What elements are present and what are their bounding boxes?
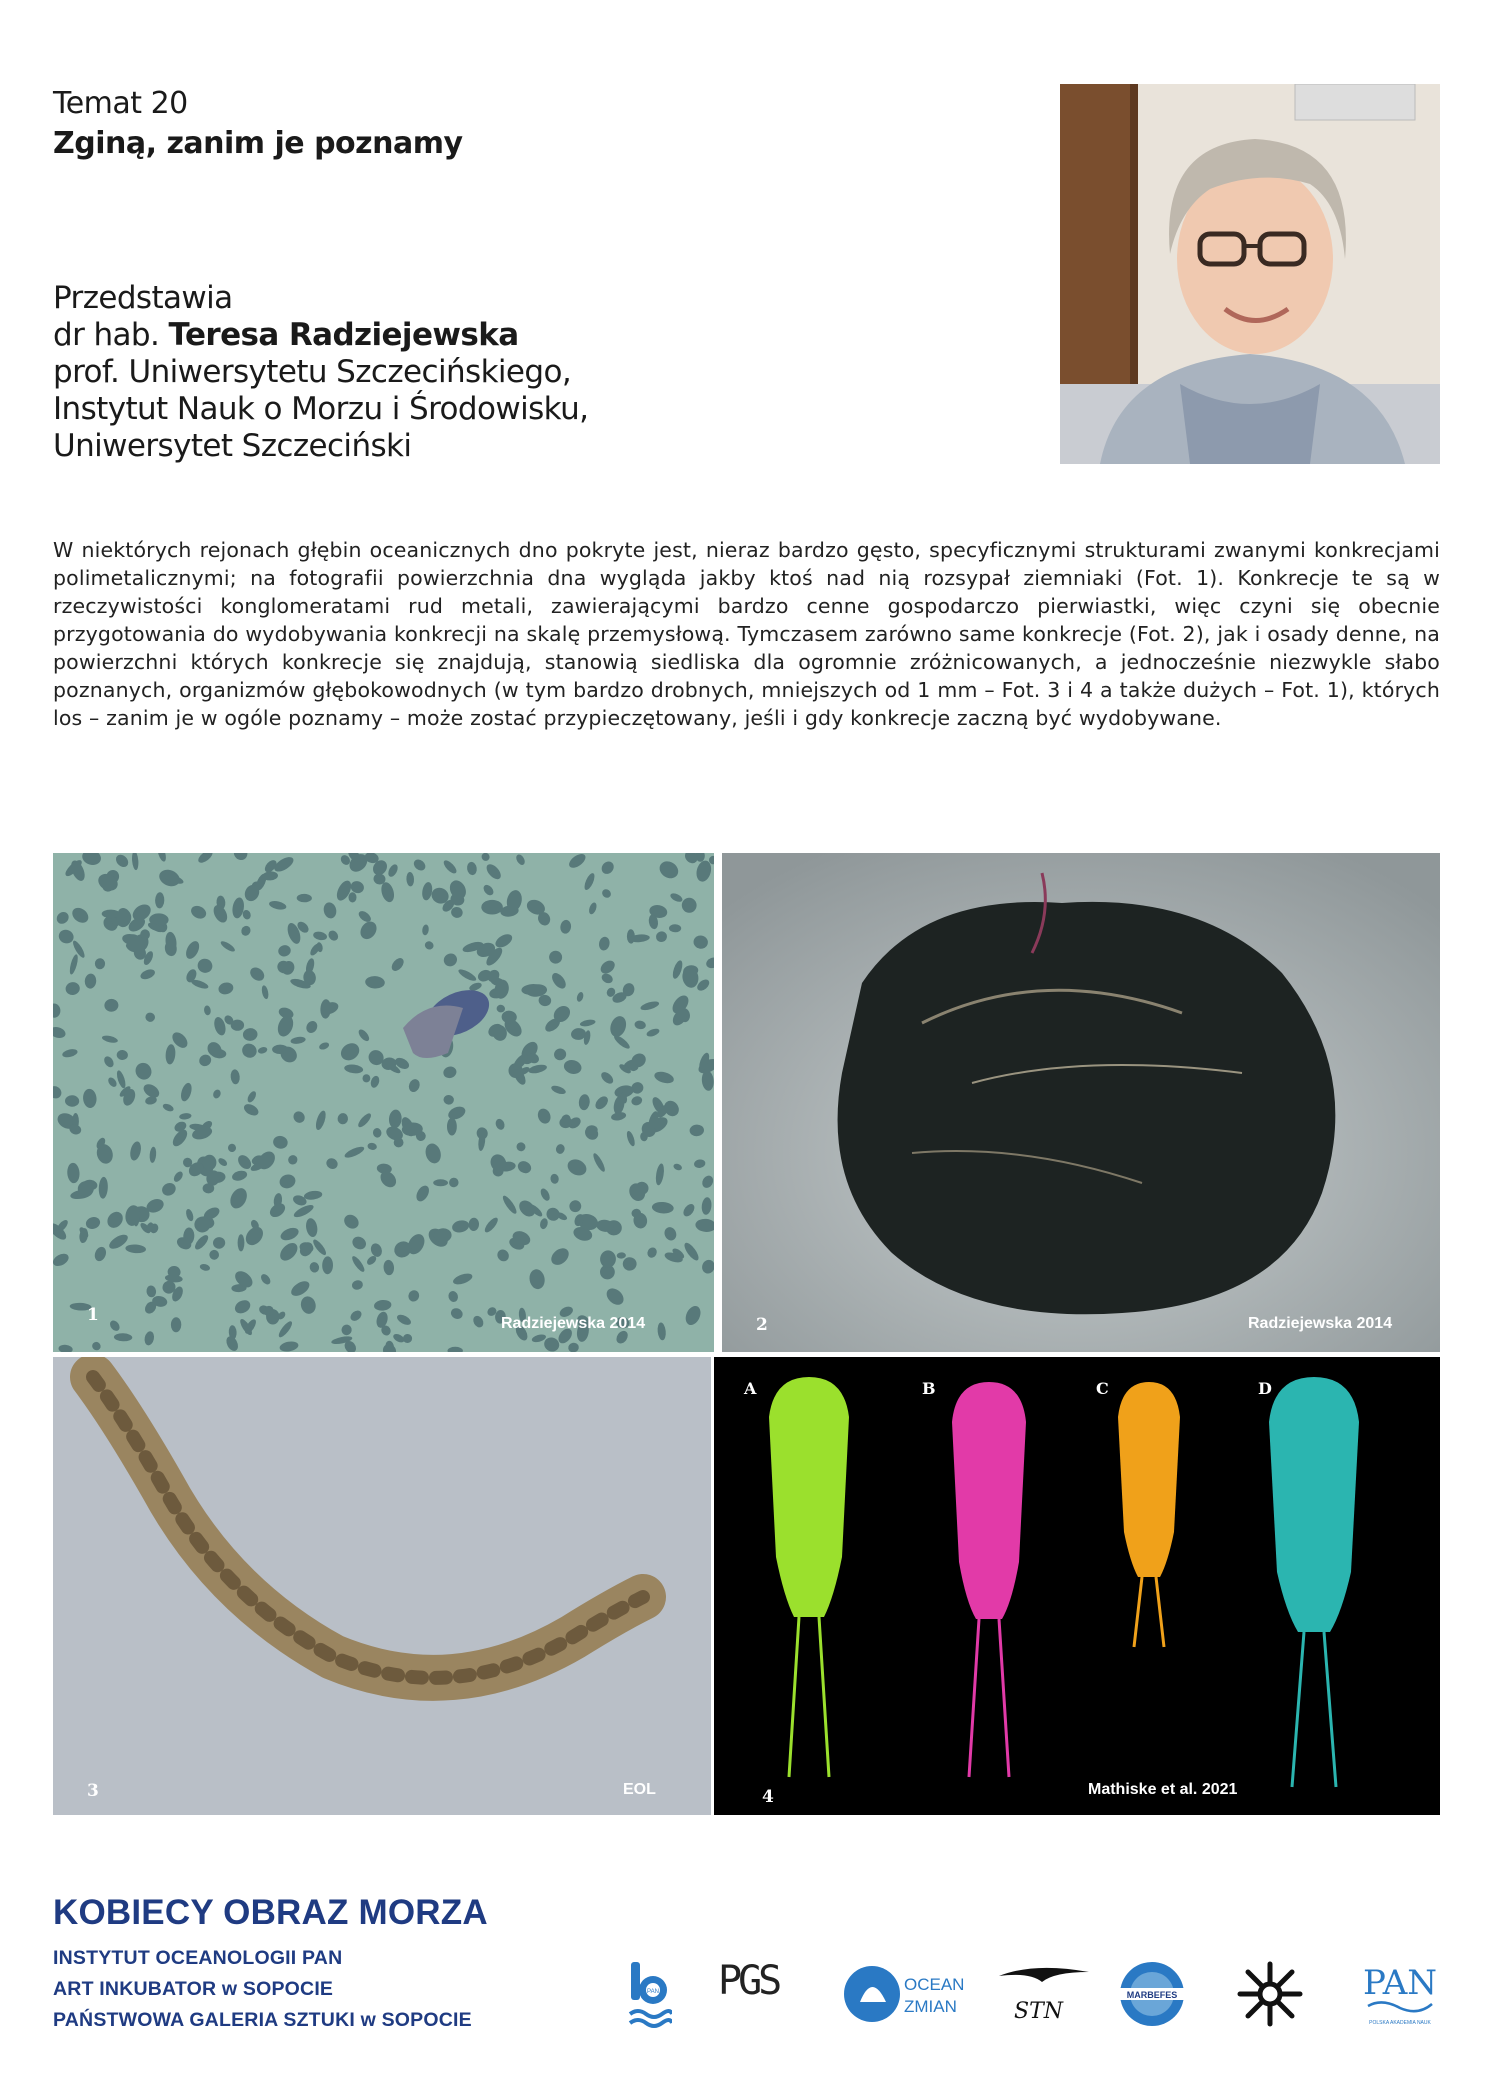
stn-logo bbox=[994, 1958, 1094, 2032]
panel-label-c: C bbox=[1096, 1379, 1109, 1398]
panel-label-a: A bbox=[744, 1379, 757, 1398]
footer-line-3: PAŃSTWOWA GALERIA SZTUKI w SOPOCIE bbox=[53, 2009, 472, 2031]
sunburst-logo bbox=[1236, 1960, 1304, 2032]
topic-title: Zginą, zanim je poznamy bbox=[53, 126, 463, 161]
iopan-logo-text: PAN bbox=[647, 1989, 659, 1995]
ocean-zmian-logo bbox=[842, 1962, 972, 2030]
ocean-zmian-logo-line-1: OCEAN bbox=[904, 1975, 965, 1994]
ocean-zmian-logo-line-2: ZMIAN bbox=[904, 1997, 957, 2016]
photo-seabed-nodules bbox=[53, 853, 714, 1352]
marbefes-logo bbox=[1116, 1958, 1188, 2034]
footer-title: KOBIECY OBRAZ MORZA bbox=[53, 1893, 488, 1932]
photo-1-number: 1 bbox=[87, 1305, 99, 1325]
footer-line-1: INSTYTUT OCEANOLOGII PAN bbox=[53, 1947, 343, 1969]
photo-microscopic-worm bbox=[53, 1357, 711, 1815]
panel-label-d: D bbox=[1258, 1379, 1272, 1398]
pan-logo bbox=[1358, 1958, 1442, 2034]
presenter-university: Uniwersytet Szczeciński bbox=[53, 428, 412, 464]
body-text: W niektórych rejonach głębin oceanicznych dno pokryte jest, nieraz bardzo gęsto, specyficznymi strukturami zwanymi konkrecjami polimetalicznymi; na fotografii powierzchnia dna wygląda jakby ktoś nad nią rozsypał ziemniaki (Fot. 1). Konkrecje te są w rzeczywistości konglomeratami rud metali, zawierającymi bardzo cenne gospodarczo pierwiastki, więc czyni się obecnie przygotowania do wydobywania konkrecji na skalę przemysłową. Tymczasem zarówno same konkrecje (Fot. 2), jak i osady denne, na powierzchni których konkrecje się znajdują, stanowią siedliska dla ogromnie zróżnicowanych, a jednocześnie niezwykle słabo poznanych, organizmów głębokowodnych (w tym bardzo drobnych, mniejszych od 1 mm – Fot. 3 i 4 a także dużych – Fot. 1), których los – zanim je w ogóle poznamy – może zostać przypieczętowany, jeśli i gdy konkrecje zaczną być wydobywane. bbox=[53, 538, 1440, 730]
photo-2-number: 2 bbox=[756, 1315, 768, 1335]
presenter-name-line bbox=[53, 317, 588, 354]
photo-nodule-closeup bbox=[722, 853, 1440, 1352]
stn-logo-text: STN bbox=[1014, 1999, 1063, 2024]
presenter-portrait bbox=[1060, 84, 1440, 464]
pan-logo-text: PAN bbox=[1362, 1963, 1438, 2003]
photo-3-credit: EOL bbox=[623, 1781, 656, 1798]
iopan-logo bbox=[628, 1958, 672, 2034]
presenter-intro: Przedstawia bbox=[53, 280, 233, 316]
presenter-name: Teresa Radziejewska bbox=[168, 317, 519, 353]
photo-3-number: 3 bbox=[87, 1781, 99, 1801]
photo-copepods bbox=[714, 1357, 1440, 1815]
photo-2-credit: Radziejewska 2014 bbox=[1248, 1315, 1393, 1332]
presenter-degree: dr hab. bbox=[53, 317, 160, 353]
photo-1-credit: Radziejewska 2014 bbox=[501, 1315, 646, 1332]
photo-4-number: 4 bbox=[762, 1787, 774, 1807]
presenter-block bbox=[53, 280, 588, 465]
marbefes-logo-text: MARBEFES bbox=[1126, 1990, 1178, 2000]
pan-logo-subtext: POLSKA AKADEMIA NAUK bbox=[1369, 2020, 1431, 2026]
footer-line-2: ART INKUBATOR w SOPOCIE bbox=[53, 1978, 334, 2000]
panel-label-b: B bbox=[922, 1379, 936, 1398]
pgs-logo: PGS bbox=[718, 1958, 779, 2004]
presenter-institute: Instytut Nauk o Morzu i Środowisku, bbox=[53, 391, 589, 427]
photo-4-credit: Mathiske et al. 2021 bbox=[1088, 1781, 1238, 1798]
topic-number: Temat 20 bbox=[53, 86, 188, 121]
presenter-position: prof. Uniwersytetu Szczecińskiego, bbox=[53, 354, 572, 390]
